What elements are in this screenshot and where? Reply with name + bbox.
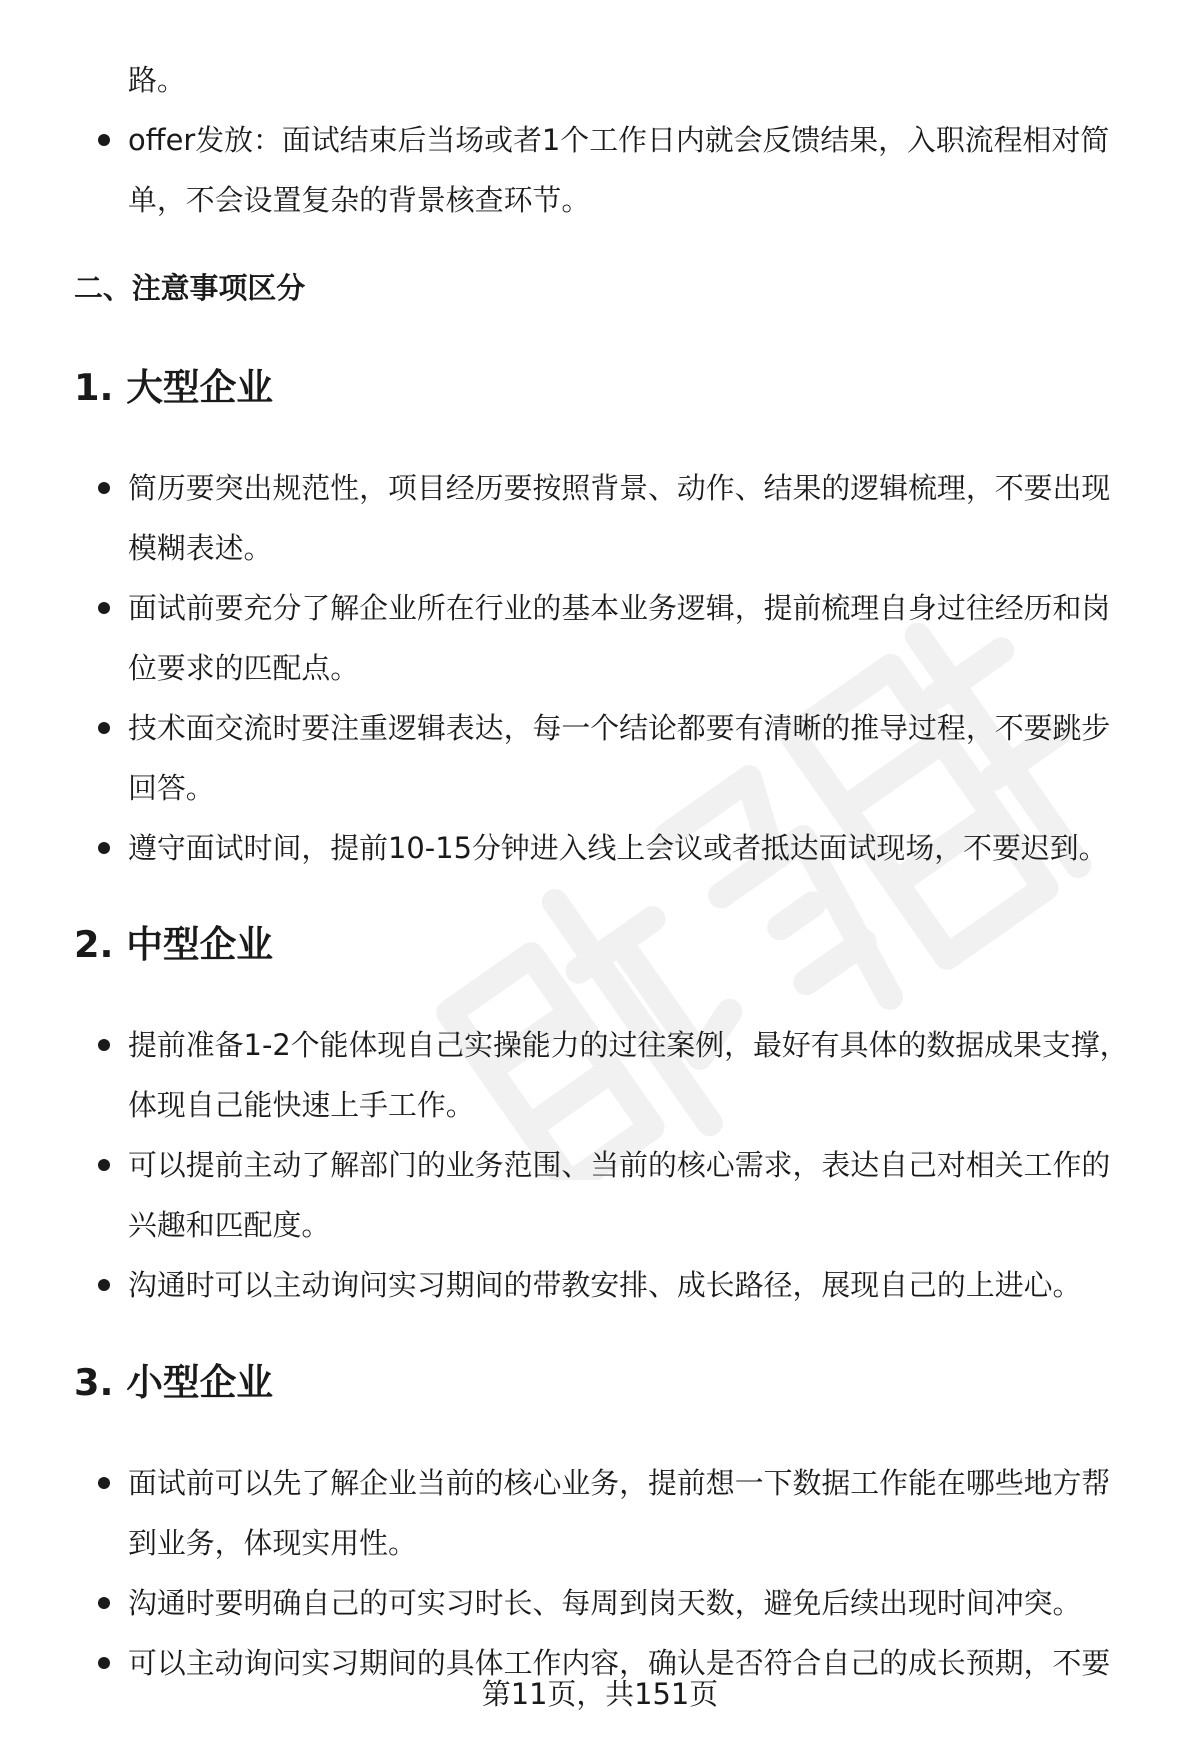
page-number-footer: 第11页，共151页 <box>481 1677 719 1711</box>
list-item: 提前准备1-2个能体现自己实操能力的过往案例，最好有具体的数据成果支撑，体现自己能快速上手工作。 <box>0 1015 1200 1135</box>
section-title: 二、注意事项区分 <box>74 271 306 305</box>
list-item: 可以主动询问实习期间的具体工作内容，确认是否符合自己的成长预期，不要 <box>0 1633 1200 1693</box>
list-item: offer发放：面试结束后当场或者1个工作日内就会反馈结果，入职流程相对简单，不会设置复杂的背景核查环节。 <box>0 110 1200 230</box>
list-item: 面试前可以先了解企业当前的核心业务，提前想一下数据工作能在哪些地方帮到业务，体现实用性。 <box>0 1453 1200 1573</box>
heading-small-enterprise: 3. 小型企业 <box>74 1361 273 1404</box>
list-item: 沟通时要明确自己的可实习时长、每周到岗天数，避免后续出现时间冲突。 <box>0 1573 1200 1633</box>
list-item: 遵守面试时间，提前10-15分钟进入线上会议或者抵达面试现场，不要迟到。 <box>0 818 1200 878</box>
list-item: 简历要突出规范性，项目经历要按照背景、动作、结果的逻辑梳理，不要出现模糊表述。 <box>0 458 1200 578</box>
list-item: 面试前要充分了解企业所在行业的基本业务逻辑，提前梳理自身过往经历和岗位要求的匹配点。 <box>0 578 1200 698</box>
top-bullet-list <box>0 110 1200 230</box>
heading-large-enterprise: 1. 大型企业 <box>74 366 273 409</box>
heading-medium-enterprise: 2. 中型企业 <box>74 923 273 966</box>
medium-enterprise-list <box>0 1015 1200 1315</box>
list-item: 沟通时可以主动询问实习期间的带教安排、成长路径，展现自己的上进心。 <box>0 1255 1200 1315</box>
list-item: 技术面交流时要注重逻辑表达，每一个结论都要有清晰的推导过程，不要跳步回答。 <box>0 698 1200 818</box>
small-enterprise-list <box>0 1453 1200 1693</box>
list-item: 可以提前主动了解部门的业务范围、当前的核心需求，表达自己对相关工作的兴趣和匹配度。 <box>0 1135 1200 1255</box>
continuation-text: 路。 <box>128 63 186 97</box>
large-enterprise-list <box>0 458 1200 878</box>
